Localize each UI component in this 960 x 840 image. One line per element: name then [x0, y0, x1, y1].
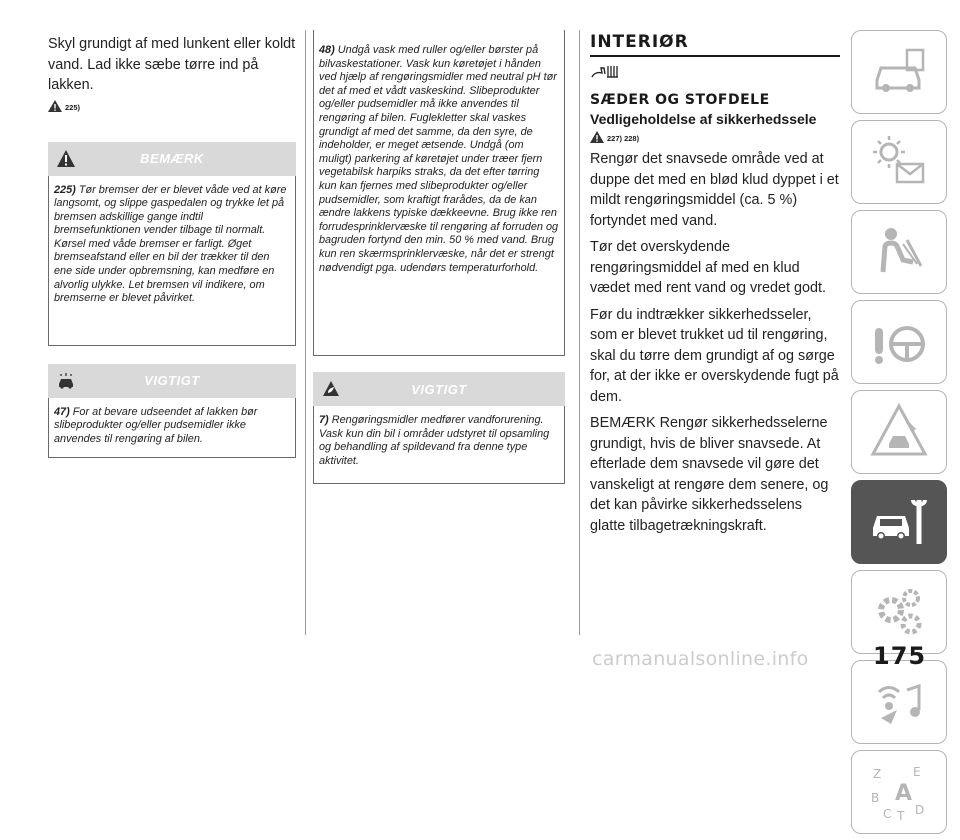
index-letter: E — [913, 765, 921, 779]
technical-data-icon — [867, 580, 931, 644]
paragraph: Tør det overskydende rengøringsmiddel af med en klud vædet med rent vand og vredet godt. — [590, 239, 826, 296]
subsection-heading: Vedligeholdelse af sikkerhedssele — [590, 111, 817, 127]
chapter-sidebar — [851, 30, 947, 840]
index-letter: A — [895, 781, 913, 806]
safety-airbag-icon — [867, 220, 931, 284]
notice-body — [313, 406, 565, 484]
notice-header — [48, 364, 296, 398]
notice-header-label: VIGTIGT — [411, 381, 467, 397]
notice-text: Undgå vask med ruller og/eller børster på bilvaskestationer. Vask kun køretøjet i hånden ved hjælp af rengøringsmidler med neutral pH tør det af med et vådt vaskeskind. Slibeprodukter og/eller pudsemidler må ikke anvendes til rengøring af bilen. Fuglekletter skal vaskes grundigt af med det samme, da den syre, de indeholder, er meget ætsende. Undgå (om muligt) parkering af køretøjet under træer fjern vegetabilsk harpiks straks, da det efter tørring kun kan fjernes med slibeprodukter og/eller pudsemidler, som kraftigt frarådes, da de kan ændre lakkens typiske dækkeevne. Brug ikke ren forrudesprinklervæske til rengøring af forruden og bagruden fortynd den min. 50 % med vand. Brug kun ren skærmsprinklervæske, når det er strengt nødvendigt pga. udendørs temperaturforhold. — [319, 44, 559, 274]
index-letter: B — [871, 791, 880, 805]
multimedia-icon — [867, 670, 931, 734]
maintenance-car-icon — [867, 490, 931, 554]
tab-starting-driving[interactable] — [851, 300, 947, 384]
notice-number: 47) — [54, 405, 70, 418]
notice-header-label: BEMÆRK — [140, 151, 204, 166]
tab-multimedia[interactable] — [851, 660, 947, 744]
car-wash-icon — [56, 371, 76, 391]
seat-cleaning-icon — [590, 63, 620, 81]
paragraph: Før du indtrækker sikkerhedsseler, som er blevet trukket ud til rengøring, skal du tørre dem grundigt af og sørge for, at der ikke er overskydende fugt på dem. — [590, 306, 839, 405]
column-2 — [313, 0, 565, 484]
warning-lights-icon — [867, 130, 931, 194]
tab-safety[interactable] — [851, 210, 947, 294]
section-rule — [590, 55, 840, 57]
environment-icon — [321, 379, 341, 399]
index-letter: D — [915, 803, 925, 817]
notice-header — [313, 372, 565, 406]
notice-text: For at bevare udseendet af lakken bør slibeprodukter og/eller pudsemidler ikke anvendes til rengøring af bilen. — [54, 405, 258, 445]
notice-number: 225) — [54, 183, 76, 196]
notice-body-continued — [313, 30, 565, 356]
notice-bemaerk — [48, 142, 296, 346]
tab-car-info[interactable] — [851, 30, 947, 114]
notice-number: 7) — [319, 414, 329, 426]
starting-driving-icon — [867, 310, 931, 374]
page-number: 175 — [873, 642, 927, 670]
index-letter: T — [897, 809, 905, 823]
index-letter: Z — [873, 767, 882, 781]
section-title: INTERIØR — [590, 32, 689, 52]
paragraph: Rengør det snavsede område ved at duppe det med en blød klud dyppet i et mildt rengøringsmiddel (ca. 5 %) fortyndet med vand. — [590, 151, 839, 229]
notice-vigtigt-1 — [48, 364, 296, 458]
warning-reference-number: 227) 228) — [607, 134, 640, 143]
notice-body — [48, 176, 296, 346]
tab-warning-lights[interactable] — [851, 120, 947, 204]
index-icon — [867, 760, 931, 824]
index-letter: C — [883, 807, 892, 821]
notice-text: Tør bremser der er blevet våde ved at køre langsomt, og slippe gaspedalen og trykke let på bremsen adskillige gange indtil bremsefunktionen vender tilbage til normalt. Kørsel med våde bremser er farligt. Øget bremseafstand eller en bil der trækker til den ene side under opbremsning, kan medføre en alvorlig ulykke. Let bremsen vil indikere, om bremserne er blevet påvirket. — [54, 183, 287, 305]
notice-text: Rengøringsmidler medfører vandforurening. Vask kun din bil i områder udstyret til opsamling og behandling af spildevand fra denne type aktivitet. — [319, 414, 550, 467]
notice-vigtigt-2 — [313, 372, 565, 484]
notice-header — [48, 142, 296, 176]
warning-triangle-icon — [48, 100, 62, 112]
column-3 — [590, 0, 840, 536]
car-info-icon — [867, 40, 931, 104]
emergency-icon — [867, 400, 931, 464]
paragraph: BEMÆRK Rengør sikkerhedsselerne grundigt, hvis de bliver snavsede. At efterlade dem snavsede vil gøre det vanskeligt at rengøre dem senere, og det kan påvirke sikkerhedsselens glatte tilbagetrækningskraft. — [590, 415, 829, 534]
subsection-title: SÆDER OG STOFDELE — [590, 92, 770, 108]
warning-reference-number: 225) — [65, 102, 81, 112]
notice-header-label: VIGTIGT — [144, 373, 200, 388]
tab-maintenance[interactable] — [851, 480, 947, 564]
warning-triangle-icon — [56, 149, 76, 169]
column-1 — [48, 0, 296, 458]
notice-number: 48) — [319, 44, 335, 56]
watermark: carmanualsonline.info — [592, 648, 809, 670]
warning-reference — [590, 131, 840, 143]
column-divider — [305, 30, 306, 635]
intro-paragraph: Skyl grundigt af med lunkent eller koldt vand. Lad ikke sæbe tørre ind på lakken. — [48, 36, 296, 93]
tab-index[interactable] — [851, 750, 947, 834]
column-divider — [579, 30, 580, 635]
tab-emergency[interactable] — [851, 390, 947, 474]
warning-triangle-icon — [590, 131, 604, 143]
warning-reference — [48, 100, 296, 112]
notice-body — [48, 398, 296, 458]
